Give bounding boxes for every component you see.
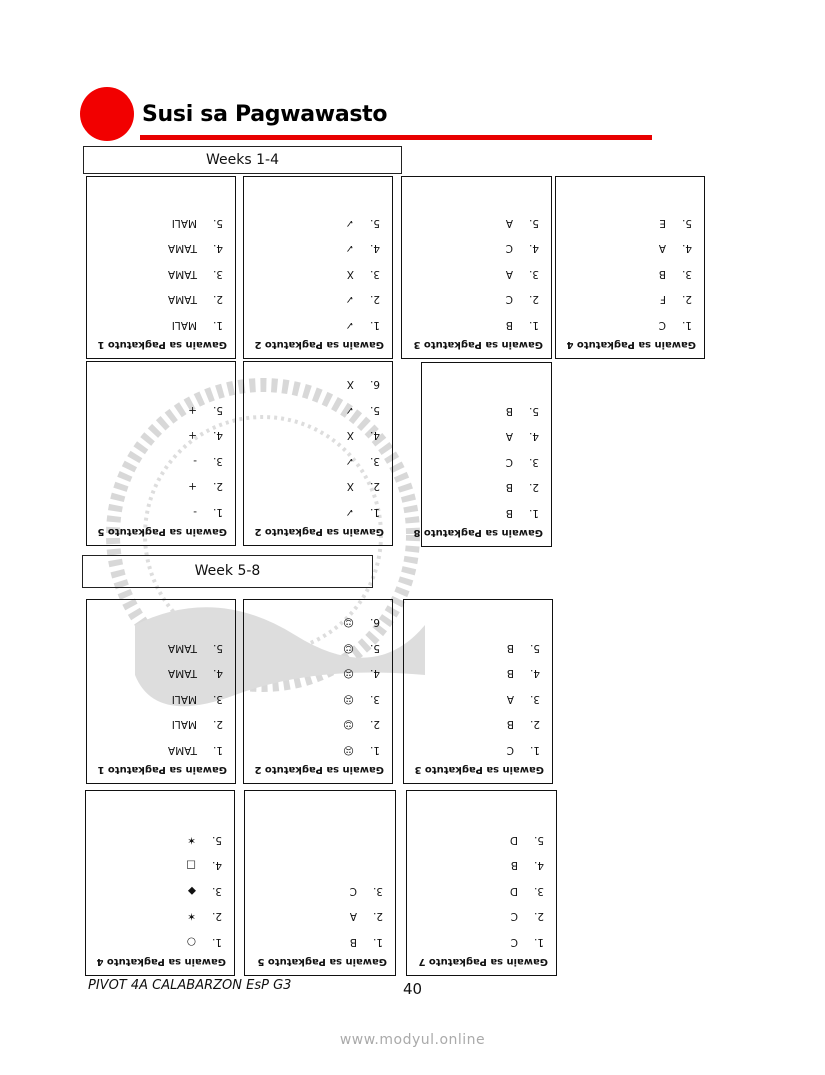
answer-list [188,391,223,519]
answer-list [659,204,692,332]
answer-list [345,204,380,332]
answer-item: 1.B [505,319,539,331]
answer-value: TAMA [167,667,197,680]
answer-value: C [506,744,514,756]
card-title: Gawain sa Pagkatuto 4 [566,339,696,350]
answer-item: 2.B [505,481,539,494]
answer-item: 3.C [505,456,539,468]
answer-item: 5.A [505,217,539,229]
answer-value: B [506,718,514,731]
card-title: Gawain sa Pagkatuto 2 [254,526,384,537]
answer-item: 5.B [505,405,539,417]
answer-list [168,204,223,332]
answer-item: 2.C [510,910,544,923]
answer-list [506,204,539,332]
answer-card [243,361,393,546]
answer-item: 1.C [506,744,540,756]
title-underline [140,135,652,140]
answer-value: A [505,217,513,229]
answer-list [186,821,222,949]
answer-item: 4.+ [188,429,223,442]
answer-item: 3.- [193,455,223,467]
answer-value: ○ [186,936,196,948]
answer-item: 2.B [506,718,540,731]
answer-item: 3.C [349,885,383,897]
answer-item: 2.MALI [171,718,223,731]
answer-value: B [505,319,513,331]
answer-card [403,599,553,784]
answer-list [510,821,544,949]
answer-card [555,176,705,359]
answer-value: MALI [171,718,197,731]
answer-item: 2.X [346,480,380,493]
answer-value: TAMA [167,242,197,255]
card-title: Gawain sa Pagkatuto 3 [414,764,544,775]
answer-list [345,365,380,518]
answer-value: C [505,242,513,255]
answer-item: 3.D [509,885,544,897]
answer-item: 3.A [506,693,540,705]
answer-list [168,629,223,757]
answer-card [243,599,393,784]
card-title: Gawain sa Pagkatuto 2 [254,339,384,350]
answer-item: 2.+ [188,480,223,493]
answer-value: A [505,268,513,280]
answer-value: □ [186,859,196,872]
answer-value: F [659,293,666,306]
answer-value: TAMA [167,744,197,756]
answer-value: C [510,936,518,948]
answer-card [413,362,552,547]
answer-item: 2.C [505,293,539,306]
answer-card [86,176,236,359]
answer-value: MALI [171,693,197,705]
answer-item: 5.B [506,642,540,654]
answer-item: 3.MALI [171,693,223,705]
footer-course-label: PIVOT 4A CALABARZON EsP G3 [88,978,292,993]
answer-value: C [505,456,513,468]
section-week-5-8: Week 5-8 [82,555,373,588]
answer-value: X [346,378,354,391]
answer-value: ✓ [345,293,354,306]
answer-value: C [349,885,357,897]
answer-item: 2.✶ [187,910,222,923]
answer-item: 4.☹ [343,667,380,680]
page-number: 40 [403,980,423,998]
answer-item: 3.TAMA [167,268,223,280]
answer-list [350,872,383,949]
answer-value: B [658,268,666,280]
answer-value: ✓ [345,319,354,331]
answer-card [406,790,557,976]
answer-value: + [188,480,197,493]
card-title: Gawain sa Pagkatuto 7 [418,956,548,967]
answer-value: A [349,910,357,923]
card-title: Gawain sa Pagkatuto 5 [97,526,227,537]
answer-value: TAMA [167,293,197,306]
answer-item: 2.TAMA [167,293,223,306]
answer-item: 5.D [509,834,544,846]
answer-value: A [505,430,513,443]
answer-item: 3.A [505,268,539,280]
answer-item: 3.X [346,268,380,280]
card-title: Gawain sa Pagkatuto 1 [97,764,227,775]
answer-value: - [193,506,197,518]
answer-value: X [346,429,354,442]
answer-item: 5.TAMA [167,642,223,654]
answer-item: 2.☺ [343,718,380,731]
answer-card [85,790,235,976]
answer-item: 2.✓ [345,293,380,306]
answer-item: 4.A [505,430,539,443]
page-title: Susi sa Pagwawasto [142,102,388,127]
answer-item: 5.✓ [345,217,380,229]
answer-card [86,361,236,546]
answer-item: 1.☹ [343,744,380,756]
answer-value: ✓ [345,404,354,416]
answer-item: 3.✓ [345,455,380,467]
card-title: Gawain sa Pagkatuto 2 [254,764,384,775]
answer-value: X [346,480,354,493]
answer-value: ☺ [343,718,354,731]
answer-value: A [658,242,666,255]
answer-item: 3.◆ [187,885,222,897]
answer-item: 2.A [349,910,383,923]
answer-value: A [506,693,514,705]
answer-value: B [506,667,514,680]
answer-item: 1.✓ [345,506,380,518]
footer-website: www.modyul.online [339,1032,486,1048]
answer-item: 4.TAMA [167,242,223,255]
answer-item: 6.X [346,378,380,391]
answer-item: 5.☺ [343,642,380,654]
answer-item: 1.○ [186,936,222,948]
answer-value: C [510,910,518,923]
answer-item: 4.✓ [345,242,380,255]
answer-value: ☺ [343,616,354,629]
answer-value: ✓ [345,242,354,255]
card-title: Gawain sa Pagkatuto 3 [413,339,543,350]
answer-item: 4.C [505,242,539,255]
answer-value: E [659,217,666,229]
answer-value: C [505,293,513,306]
answer-item: 4.X [346,429,380,442]
answer-list [343,603,380,756]
section-weeks-1-4: Weeks 1-4 [83,146,402,174]
answer-value: MALI [171,319,197,331]
answer-item: 5.+ [188,404,223,416]
answer-value: ✓ [345,217,354,229]
answer-value: MALI [171,217,197,229]
answer-item: 3.B [658,268,692,280]
answer-value: ☹ [343,667,354,680]
answer-value: ◆ [187,885,196,897]
answer-item: 4.TAMA [167,667,223,680]
answer-value: + [188,404,197,416]
answer-value: - [193,455,197,467]
card-title: Gawain sa Pagkatuto 1 [97,339,227,350]
answer-value: B [506,642,514,654]
answer-item: 3.☹ [343,693,380,705]
answer-value: TAMA [167,642,197,654]
answer-value: D [509,834,518,846]
answer-item: 4.A [658,242,692,255]
answer-item: 6.☺ [343,616,380,629]
answer-item: 4.□ [186,859,222,872]
answer-card [244,790,396,976]
answer-value: X [346,268,354,280]
answer-item: 2.F [659,293,692,306]
red-circle-decoration [80,87,134,141]
answer-card [86,599,236,784]
answer-item: 1.C [510,936,544,948]
answer-item: 1.MALI [171,319,223,331]
answer-value: C [658,319,666,331]
answer-value: B [505,507,513,519]
answer-item: 4.B [510,859,544,872]
card-title: Gawain sa Pagkatuto 5 [257,956,387,967]
answer-item: 1.C [658,319,692,331]
answer-value: ✶ [187,910,196,923]
answer-value: + [188,429,197,442]
answer-item: 5.✶ [187,834,222,846]
answer-value: ✶ [187,834,196,846]
answer-list [506,392,539,520]
answer-value: ✓ [345,455,354,467]
answer-value: ☹ [343,744,354,756]
answer-item: 5.✓ [345,404,380,416]
answer-value: ☺ [343,642,354,654]
answer-item: 4.B [506,667,540,680]
answer-value: B [349,936,357,948]
answer-item: 5.E [659,217,692,229]
answer-value: B [510,859,518,872]
card-title: Gawain sa Pagkatuto 8 [413,527,543,538]
answer-card [243,176,393,359]
answer-item: 1.✓ [345,319,380,331]
answer-card [401,176,552,359]
answer-list [507,629,540,757]
answer-item: 5.MALI [171,217,223,229]
answer-item: 1.B [349,936,383,948]
answer-value: D [509,885,518,897]
answer-value: B [505,481,513,494]
answer-item: 1.B [505,507,539,519]
answer-item: 1.TAMA [167,744,223,756]
answer-value: TAMA [167,268,197,280]
answer-value: ✓ [345,506,354,518]
answer-value: B [505,405,513,417]
answer-value: ☹ [343,693,354,705]
answer-item: 1.- [193,506,223,518]
card-title: Gawain sa Pagkatuto 4 [96,956,226,967]
